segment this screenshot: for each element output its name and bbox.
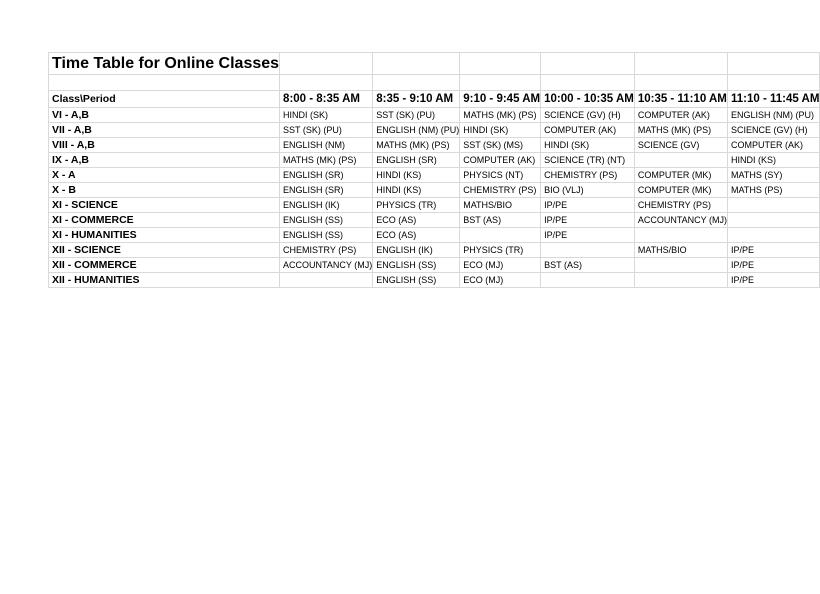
subject-cell: BST (AS) — [460, 213, 541, 228]
subject-cell: HINDI (SK) — [541, 138, 635, 153]
empty-cell — [373, 53, 460, 75]
subject-cell: SCIENCE (GV) (H) — [728, 123, 820, 138]
subject-cell: COMPUTER (AK) — [541, 123, 635, 138]
empty-cell — [728, 53, 820, 75]
header-class-period: Class\Period — [49, 91, 280, 108]
subject-cell: ECO (MJ) — [460, 258, 541, 273]
class-cell: XI - COMMERCE — [49, 213, 280, 228]
subject-cell: MATHS (MK) (PS) — [634, 123, 727, 138]
subject-cell: ENGLISH (SS) — [280, 228, 373, 243]
header-row — [49, 91, 820, 108]
subject-cell: CHEMISTRY (PS) — [634, 198, 727, 213]
subject-cell: COMPUTER (AK) — [634, 108, 727, 123]
subject-cell — [541, 243, 635, 258]
table-row — [49, 183, 820, 198]
table-row — [49, 273, 820, 288]
subject-cell: HINDI (KS) — [728, 153, 820, 168]
subject-cell: ENGLISH (SR) — [280, 168, 373, 183]
subject-cell: IP/PE — [728, 243, 820, 258]
subject-cell — [634, 258, 727, 273]
subject-cell: SCIENCE (GV) (H) — [541, 108, 635, 123]
subject-cell: ENGLISH (NM) (PU) — [373, 123, 460, 138]
timetable — [48, 52, 820, 288]
subject-cell: ENGLISH (IK) — [373, 243, 460, 258]
subject-cell: ECO (MJ) — [460, 273, 541, 288]
subject-cell: PHYSICS (TR) — [373, 198, 460, 213]
header-period: 8:00 - 8:35 AM — [280, 91, 373, 108]
table-row — [49, 228, 820, 243]
subject-cell: HINDI (KS) — [373, 183, 460, 198]
subject-cell: HINDI (KS) — [373, 168, 460, 183]
subject-cell: MATHS (MK) (PS) — [460, 108, 541, 123]
subject-cell: IP/PE — [728, 258, 820, 273]
subject-cell: CHEMISTRY (PS) — [460, 183, 541, 198]
subject-cell: CHEMISTRY (PS) — [541, 168, 635, 183]
subject-cell: ACCOUNTANCY (MJ) — [634, 213, 727, 228]
table-row — [49, 213, 820, 228]
subject-cell — [634, 228, 727, 243]
header-period: 10:00 - 10:35 AM — [541, 91, 635, 108]
table-row — [49, 198, 820, 213]
subject-cell: HINDI (SK) — [460, 123, 541, 138]
subject-cell: MATHS/BIO — [634, 243, 727, 258]
empty-cell — [728, 75, 820, 91]
header-period: 9:10 - 9:45 AM — [460, 91, 541, 108]
class-cell: XI - HUMANITIES — [49, 228, 280, 243]
empty-cell — [460, 75, 541, 91]
header-period: 8:35 - 9:10 AM — [373, 91, 460, 108]
class-cell: XII - COMMERCE — [49, 258, 280, 273]
header-period: 10:35 - 11:10 AM — [634, 91, 727, 108]
table-row — [49, 123, 820, 138]
subject-cell — [634, 273, 727, 288]
empty-cell — [634, 75, 727, 91]
subject-cell: IP/PE — [541, 198, 635, 213]
subject-cell: PHYSICS (NT) — [460, 168, 541, 183]
subject-cell: MATHS (PS) — [728, 183, 820, 198]
subject-cell: ENGLISH (NM) (PU) — [728, 108, 820, 123]
class-cell: XII - SCIENCE — [49, 243, 280, 258]
subject-cell: SST (SK) (MS) — [460, 138, 541, 153]
empty-cell — [541, 75, 635, 91]
subject-cell: IP/PE — [728, 273, 820, 288]
subject-cell: MATHS (MK) (PS) — [280, 153, 373, 168]
page-title: Time Table for Online Classes — [49, 53, 280, 75]
subject-cell: ENGLISH (SS) — [373, 273, 460, 288]
subject-cell: ENGLISH (SR) — [373, 153, 460, 168]
subject-cell: ENGLISH (SS) — [373, 258, 460, 273]
subject-cell: BIO (VLJ) — [541, 183, 635, 198]
table-row — [49, 153, 820, 168]
subject-cell — [634, 153, 727, 168]
subject-cell: ECO (AS) — [373, 228, 460, 243]
table-row — [49, 258, 820, 273]
header-period: 11:10 - 11:45 AM — [728, 91, 820, 108]
empty-cell — [49, 75, 280, 91]
subject-cell — [728, 198, 820, 213]
empty-cell — [280, 53, 373, 75]
empty-cell — [460, 53, 541, 75]
subject-cell — [728, 228, 820, 243]
table-row — [49, 108, 820, 123]
subject-cell — [541, 273, 635, 288]
class-cell: VI - A,B — [49, 108, 280, 123]
subject-cell: BST (AS) — [541, 258, 635, 273]
subject-cell: IP/PE — [541, 213, 635, 228]
class-cell: VII - A,B — [49, 123, 280, 138]
subject-cell: ECO (AS) — [373, 213, 460, 228]
class-cell: X - B — [49, 183, 280, 198]
subject-cell: COMPUTER (AK) — [460, 153, 541, 168]
empty-cell — [634, 53, 727, 75]
subject-cell: SCIENCE (TR) (NT) — [541, 153, 635, 168]
empty-cell — [280, 75, 373, 91]
subject-cell: COMPUTER (MK) — [634, 183, 727, 198]
subject-cell — [280, 273, 373, 288]
class-cell: XI - SCIENCE — [49, 198, 280, 213]
table-row — [49, 138, 820, 153]
class-cell: IX - A,B — [49, 153, 280, 168]
table-row — [49, 243, 820, 258]
subject-cell — [728, 213, 820, 228]
subject-cell: HINDI (SK) — [280, 108, 373, 123]
subject-cell — [460, 228, 541, 243]
subject-cell: ENGLISH (SR) — [280, 183, 373, 198]
subject-cell: COMPUTER (MK) — [634, 168, 727, 183]
subject-cell: ACCOUNTANCY (MJ) — [280, 258, 373, 273]
subject-cell: CHEMISTRY (PS) — [280, 243, 373, 258]
table-row — [49, 168, 820, 183]
class-cell: X - A — [49, 168, 280, 183]
subject-cell: SCIENCE (GV) — [634, 138, 727, 153]
subject-cell: MATHS/BIO — [460, 198, 541, 213]
subject-cell: MATHS (MK) (PS) — [373, 138, 460, 153]
subject-cell: SST (SK) (PU) — [373, 108, 460, 123]
subject-cell: ENGLISH (NM) — [280, 138, 373, 153]
class-cell: XII - HUMANITIES — [49, 273, 280, 288]
subject-cell: ENGLISH (IK) — [280, 198, 373, 213]
subject-cell: IP/PE — [541, 228, 635, 243]
subject-cell: SST (SK) (PU) — [280, 123, 373, 138]
subject-cell: PHYSICS (TR) — [460, 243, 541, 258]
empty-cell — [373, 75, 460, 91]
subject-cell: COMPUTER (AK) — [728, 138, 820, 153]
empty-cell — [541, 53, 635, 75]
class-cell: VIII - A,B — [49, 138, 280, 153]
subject-cell: MATHS (SY) — [728, 168, 820, 183]
subject-cell: ENGLISH (SS) — [280, 213, 373, 228]
